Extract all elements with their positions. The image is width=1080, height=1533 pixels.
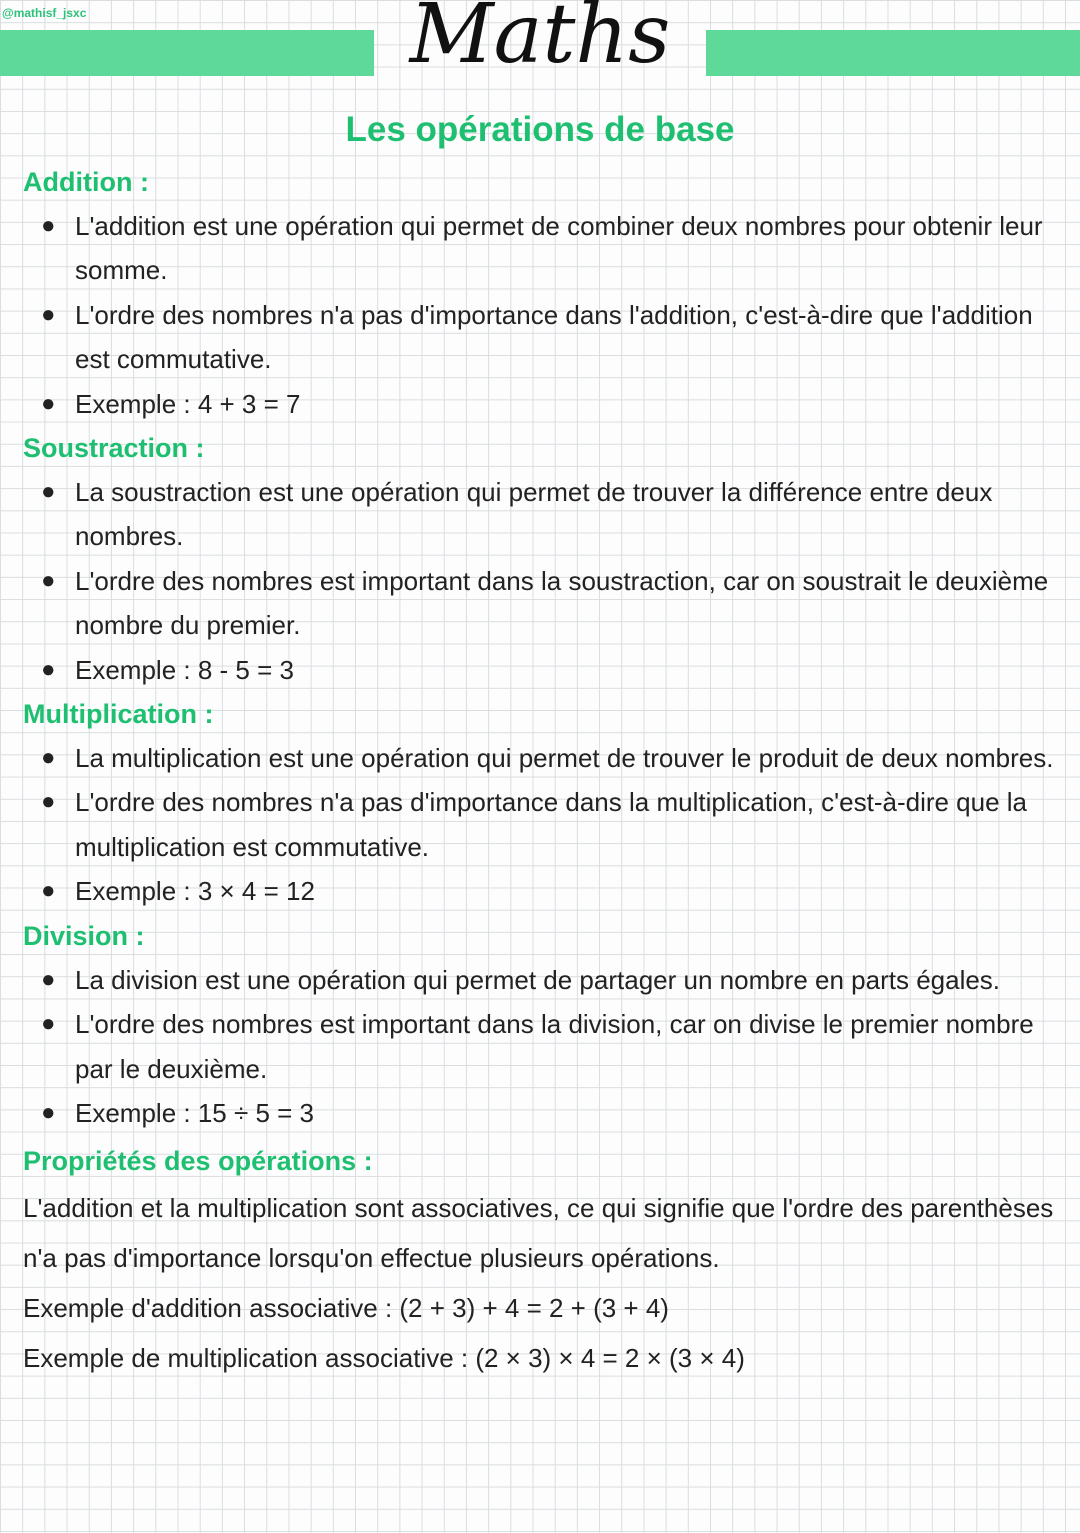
- list-item-text: La multiplication est une opération qui permet de trouver le produit de deux nombres.: [75, 743, 1054, 774]
- section-title: Addition :: [23, 167, 149, 197]
- section-title: Propriétés des opérations :: [23, 1146, 373, 1177]
- list-item: [23, 559, 1063, 648]
- list-item: [23, 470, 1063, 559]
- section-proprietes: [23, 1139, 1063, 1383]
- bullet-icon: ●: [41, 877, 56, 905]
- header-band-right: [706, 30, 1080, 76]
- header-band-left: [0, 30, 374, 76]
- list-item: [23, 293, 1063, 382]
- list-item: [23, 1091, 1063, 1135]
- paragraph: Exemple d'addition associative : (2 + 3) + 4 = 2 + (3 + 4): [23, 1293, 669, 1324]
- list-item: [23, 1002, 1063, 1091]
- section-title: Multiplication :: [23, 699, 214, 730]
- list-item: [23, 958, 1063, 1002]
- bullet-icon: ●: [41, 389, 56, 417]
- list-item-text: L'ordre des nombres est important dans la division, car on divise le premier nombre par le deuxième.: [75, 1009, 1034, 1084]
- page-title: Maths: [409, 0, 671, 82]
- list-item-text: La division est une opération qui permet de partager un nombre en parts égales.: [75, 964, 1001, 995]
- list-item: [23, 780, 1063, 869]
- paragraph: Exemple de multiplication associative : (2 × 3) × 4 = 2 × (3 × 4): [23, 1343, 745, 1374]
- section-addition: [23, 160, 1063, 426]
- list-item: [23, 869, 1063, 913]
- section-division: [23, 914, 1063, 1136]
- paragraph: L'addition et la multiplication sont associatives, ce qui signifie que l'ordre des parenthèses n'a pas d'importance lorsqu'on effectue plusieurs opérations.: [23, 1193, 1054, 1274]
- bullet-list: [23, 736, 1063, 914]
- section-soustraction: [23, 426, 1063, 692]
- list-item: [23, 648, 1063, 692]
- list-item-text: L'ordre des nombres est important dans la soustraction, car on soustrait le deuxième nombre du premier.: [75, 565, 1049, 641]
- bullet-icon: ●: [41, 965, 56, 993]
- bullet-icon: ●: [41, 300, 56, 328]
- section-title: Division :: [23, 920, 145, 951]
- list-item-text: L'ordre des nombres n'a pas d'importance dans la multiplication, c'est-à-dire que la multiplication est commutative.: [75, 787, 1028, 862]
- bullet-icon: ●: [41, 478, 56, 506]
- bullet-icon: ●: [41, 1010, 56, 1038]
- list-item: [23, 736, 1063, 780]
- list-item-text: Exemple : 4 + 3 = 7: [75, 388, 301, 419]
- bullet-icon: ●: [41, 566, 56, 594]
- list-item-text: La soustraction est une opération qui permet de trouver la différence entre deux nombres.: [75, 477, 993, 552]
- bullet-icon: ●: [41, 1098, 56, 1126]
- bullet-icon: ●: [41, 744, 56, 772]
- section-title: Soustraction :: [23, 433, 205, 464]
- bullet-icon: ●: [41, 655, 56, 683]
- bullet-list: [23, 470, 1063, 692]
- list-item: [23, 204, 1063, 293]
- list-item-text: Exemple : 15 ÷ 5 = 3: [75, 1097, 315, 1128]
- watermark: @mathisf_jsxc: [2, 6, 87, 20]
- list-item-text: Exemple : 3 × 4 = 12: [75, 876, 315, 907]
- bullet-icon: ●: [41, 788, 56, 816]
- list-item-text: Exemple : 8 - 5 = 3: [75, 654, 294, 685]
- bullet-list: [23, 204, 1063, 426]
- bullet-icon: ●: [41, 212, 56, 239]
- page-subtitle: Les opérations de base: [345, 110, 735, 149]
- list-item: [23, 382, 1063, 426]
- bullet-list: [23, 958, 1063, 1136]
- content: [23, 160, 1063, 1383]
- list-item-text: L'ordre des nombres n'a pas d'importance dans l'addition, c'est-à-dire que l'addition est commutative.: [75, 299, 1033, 375]
- section-multiplication: [23, 692, 1063, 914]
- list-item-text: L'addition est une opération qui permet de combiner deux nombres pour obtenir leur somme.: [75, 211, 1043, 286]
